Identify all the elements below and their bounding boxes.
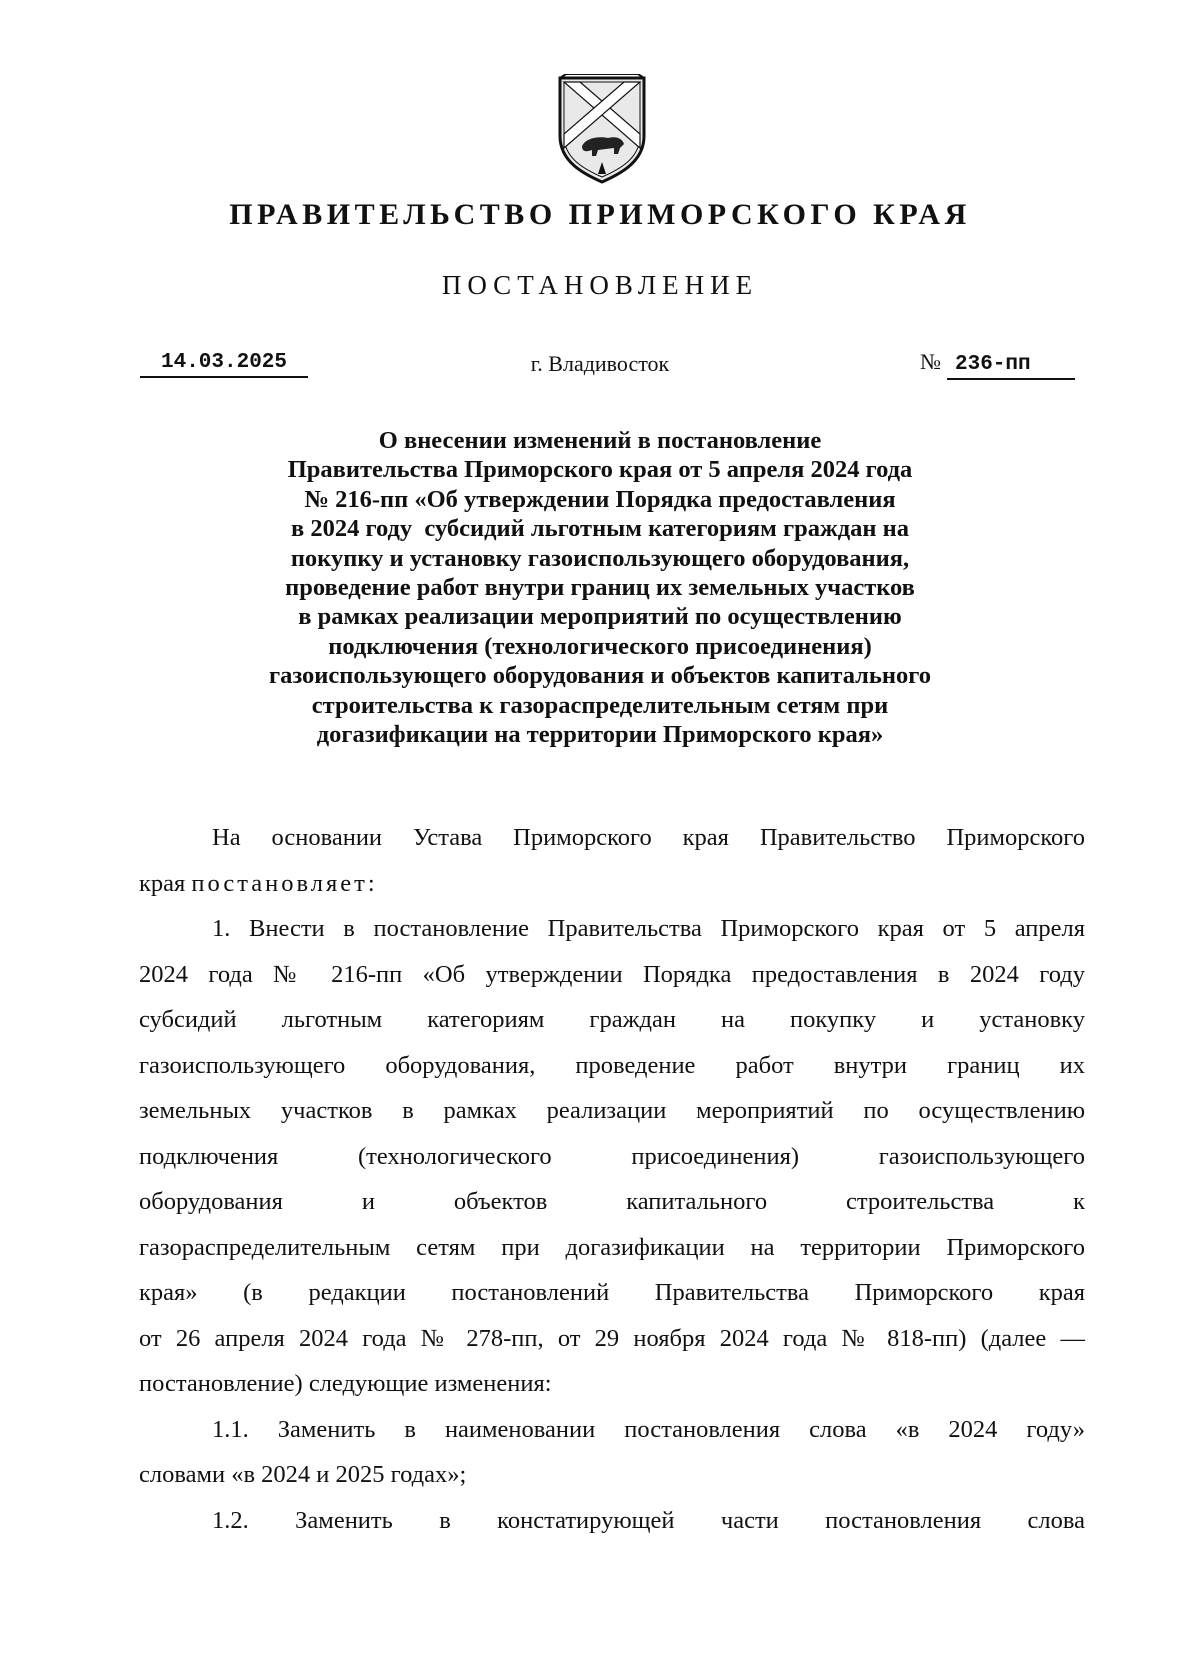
number-sign: № bbox=[920, 349, 941, 374]
title-line: догазификации на территории Приморского края» bbox=[316, 721, 884, 749]
body-line: На основании Устава Приморского края Правительство Приморского bbox=[212, 824, 1085, 851]
item-1-1-paragraph bbox=[139, 1407, 1085, 1498]
document-city: г. Владивосток bbox=[530, 351, 670, 376]
title-line: № 216-пп «Об утверждении Порядка предоставления bbox=[304, 485, 896, 513]
body-line: земельных участков в рамках реализации мероприятий по осуществлению bbox=[139, 1097, 1085, 1124]
document-date: 14.03.2025 bbox=[140, 350, 308, 378]
body-line: оборудования и объектов капитального строительства к bbox=[139, 1188, 1085, 1215]
document-title bbox=[180, 426, 1020, 749]
body-line: 1. Внести в постановление Правительства Приморского края от 5 апреля bbox=[212, 915, 1085, 942]
resolves-word: постановляет: bbox=[191, 869, 378, 897]
body-line: края» (в редакции постановлений Правительства Приморского края bbox=[139, 1279, 1085, 1306]
title-line: строительства к газораспределительным сетям при bbox=[311, 691, 889, 719]
body-line: субсидий льготным категориям граждан на покупку и установку bbox=[139, 1006, 1085, 1033]
body-line: от 26 апреля 2024 года № 278-пп, от 29 ноября 2024 года № 818-пп) (далее — bbox=[139, 1324, 1085, 1352]
document-number bbox=[920, 349, 1075, 380]
body-line: 1.2. Заменить в констатирующей части постановления слова bbox=[212, 1506, 1085, 1534]
title-line: газоиспользующего оборудования и объектов капитального bbox=[268, 662, 932, 690]
title-line: О внесении изменений в постановление bbox=[378, 427, 822, 454]
title-line: Правительства Приморского края от 5 апреля 2024 года bbox=[287, 456, 913, 484]
document-type: ПОСТАНОВЛЕНИЕ bbox=[441, 270, 759, 300]
basis-paragraph bbox=[139, 815, 1085, 906]
item-1-paragraph bbox=[139, 906, 1085, 1407]
title-line: покупку и установку газоиспользующего оборудования, bbox=[290, 544, 910, 572]
title-line: подключения (технологического присоединения) bbox=[328, 632, 872, 660]
body-line bbox=[139, 861, 1085, 907]
organization-name: ПРАВИТЕЛЬСТВО ПРИМОРСКОГО КРАЯ bbox=[229, 198, 971, 231]
item-1-2-paragraph bbox=[139, 1498, 1085, 1544]
body-line: газоиспользующего оборудования, проведение работ внутри границ их bbox=[139, 1051, 1085, 1079]
document-body bbox=[139, 815, 1085, 1543]
body-line: подключения (технологического присоединения) газоиспользующего bbox=[139, 1142, 1085, 1170]
coat-of-arms-icon bbox=[554, 74, 650, 186]
body-line: 2024 года № 216-пп «Об утверждении Порядка предоставления в 2024 году bbox=[139, 960, 1085, 988]
title-line: в рамках реализации мероприятий по осуществлению bbox=[298, 603, 902, 631]
title-line: в 2024 году субсидий льготным категориям граждан на bbox=[290, 515, 909, 543]
body-line: словами «в 2024 и 2025 годах»; bbox=[139, 1461, 467, 1488]
body-line: постановление) следующие изменения: bbox=[139, 1370, 552, 1397]
body-text: края bbox=[139, 869, 192, 897]
title-line: проведение работ внутри границ их земельных участков bbox=[285, 574, 915, 602]
number-value: 236-пп bbox=[947, 352, 1075, 380]
body-line: 1.1. Заменить в наименовании постановления слова «в 2024 году» bbox=[212, 1415, 1085, 1443]
body-line: газораспределительным сетям при догазификации на территории Приморского bbox=[139, 1233, 1085, 1261]
